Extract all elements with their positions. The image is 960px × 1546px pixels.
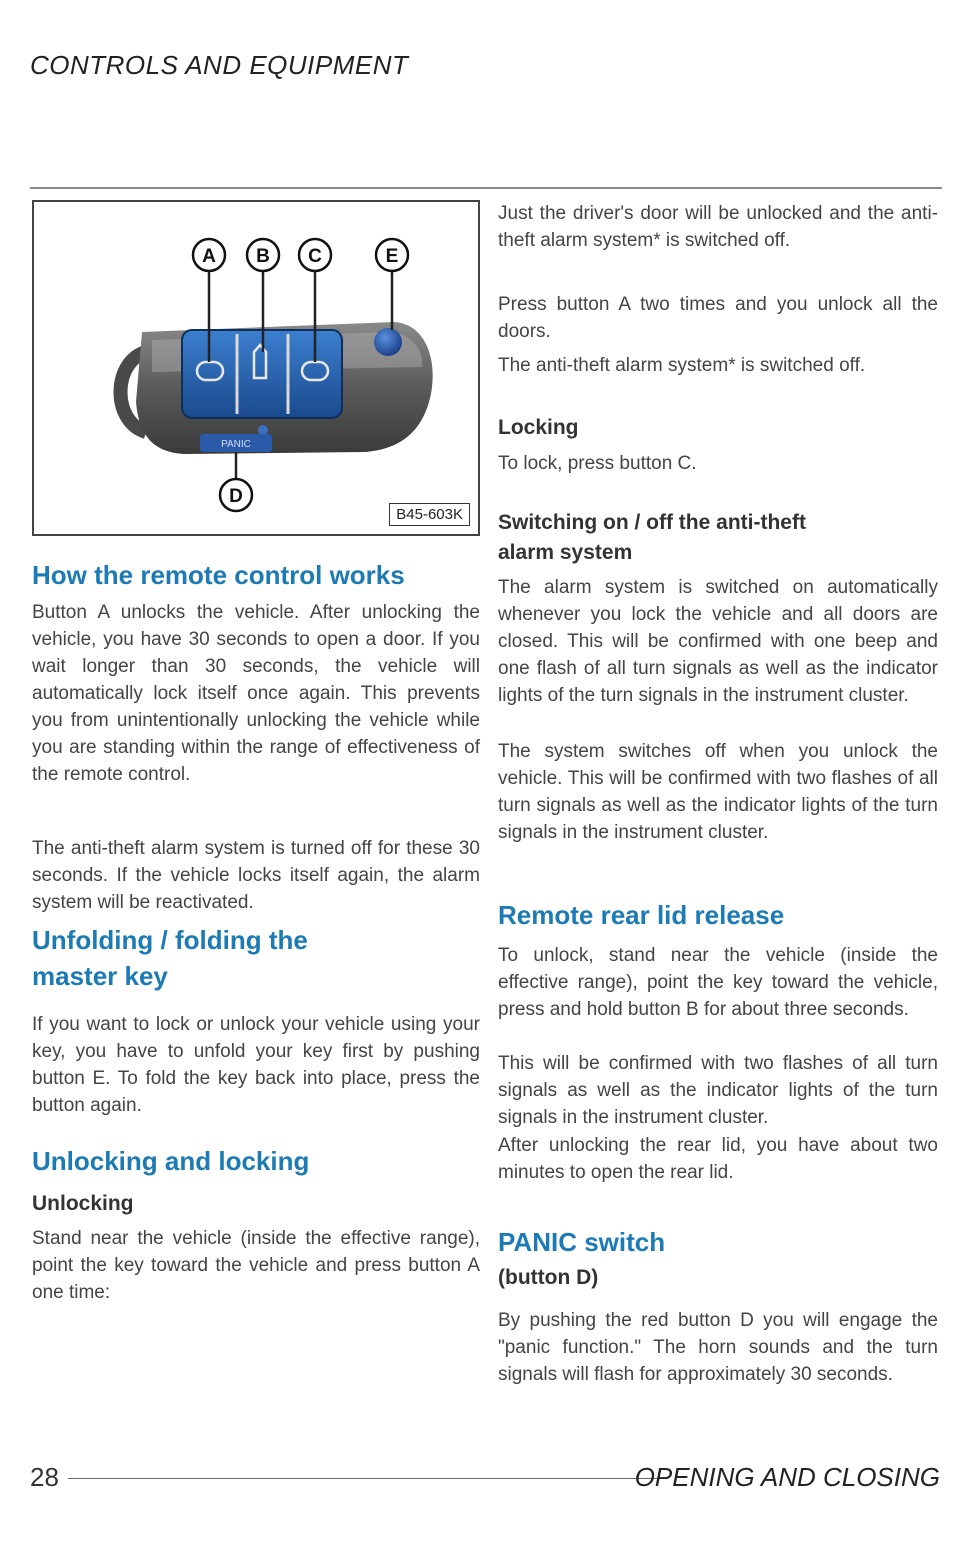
footer-title: OPENING AND CLOSING <box>634 1462 940 1492</box>
remote-key-figure <box>32 200 480 536</box>
paragraph-panic: By pushing the red button D you will engage the "panic function." The horn sounds and the turn signals will flash for approximately 30 seconds. <box>498 1310 938 1385</box>
paragraph-press-once: Just the driver's door will be unlocked and the anti-theft alarm system* is switched off. <box>498 203 938 251</box>
remote-key-illustration <box>34 202 478 534</box>
paragraph-press-twice-2: The anti-theft alarm system* is switched off. <box>498 355 866 376</box>
paragraph-rear-lid-2: This will be confirmed with two flashes of all turn signals as well as the indicator lights of the turn signals in the instrument cluster. <box>498 1053 938 1128</box>
heading-unfolding: Unfolding / folding the master key <box>32 925 308 991</box>
subheading-panic: (button D) <box>498 1266 599 1289</box>
subheading-locking: Locking <box>498 416 579 439</box>
panic-label: PANIC <box>221 439 251 450</box>
heading-rear-lid: Remote rear lid release <box>498 900 785 930</box>
heading-panic: PANIC switch <box>498 1227 666 1257</box>
callout-b: B <box>256 246 270 267</box>
paragraph-press-twice: Press button A two times and you unlock all the doors. <box>498 294 938 342</box>
paragraph-unlocking: Stand near the vehicle (inside the effective range), point the key toward the vehicle and press button A one time: <box>32 1228 480 1303</box>
callout-c: C <box>308 246 322 267</box>
header-rule <box>30 187 942 189</box>
footer-rule <box>68 1478 668 1479</box>
subheading-alarm: Switching on / off the anti-theft alarm system <box>498 511 806 564</box>
subheading-unlocking: Unlocking <box>32 1192 134 1215</box>
paragraph-rear-lid-1: To unlock, stand near the vehicle (inside the effective range), point the key toward the vehicle, press and hold button B for about three seconds. <box>498 945 938 1020</box>
paragraph-rear-lid-3: After unlocking the rear lid, you have about two minutes to open the rear lid. <box>498 1135 938 1183</box>
section-header: CONTROLS AND EQUIPMENT <box>30 50 409 80</box>
callout-a: A <box>202 246 216 267</box>
paragraph-alarm-on: The alarm system is switched on automatically whenever you lock the vehicle and all doors are closed. This will be confirmed with one beep and one flash of all turn signals as well as the indicator lights of the turn signals in the instrument cluster. <box>498 577 938 706</box>
heading-unlocking-locking: Unlocking and locking <box>32 1146 310 1176</box>
heading-remote-control: How the remote control works <box>32 560 405 590</box>
paragraph-alarm-off: The system switches off when you unlock the vehicle. This will be confirmed with two flashes of all turn signals as well as the indicator lights of the turn signals in the instrument cluster. <box>498 741 938 843</box>
figure-id: B45-603K <box>389 503 470 526</box>
paragraph-unfolding: If you want to lock or unlock your vehicle using your key, you have to unfold your key first by pushing button E. To fold the key back into place, press the button again. <box>32 1014 480 1116</box>
paragraph-locking: To lock, press button C. <box>498 453 697 474</box>
paragraph-remote-control: Button A unlocks the vehicle. After unlocking the vehicle, you have 30 seconds to open a door. If you wait longer than 30 seconds, the vehicle will automatically lock itself once again. This prevents you from unintentionally unlocking the vehicle while you are standing within the range of effectiveness of the remote control. <box>32 602 480 785</box>
paragraph-remote-control-2: The anti-theft alarm system is turned off for these 30 seconds. If the vehicle locks itself again, the alarm system will be reactivated. <box>32 838 480 913</box>
page-number: 28 <box>30 1462 59 1492</box>
callout-d: D <box>229 486 243 507</box>
callout-e: E <box>385 246 399 267</box>
